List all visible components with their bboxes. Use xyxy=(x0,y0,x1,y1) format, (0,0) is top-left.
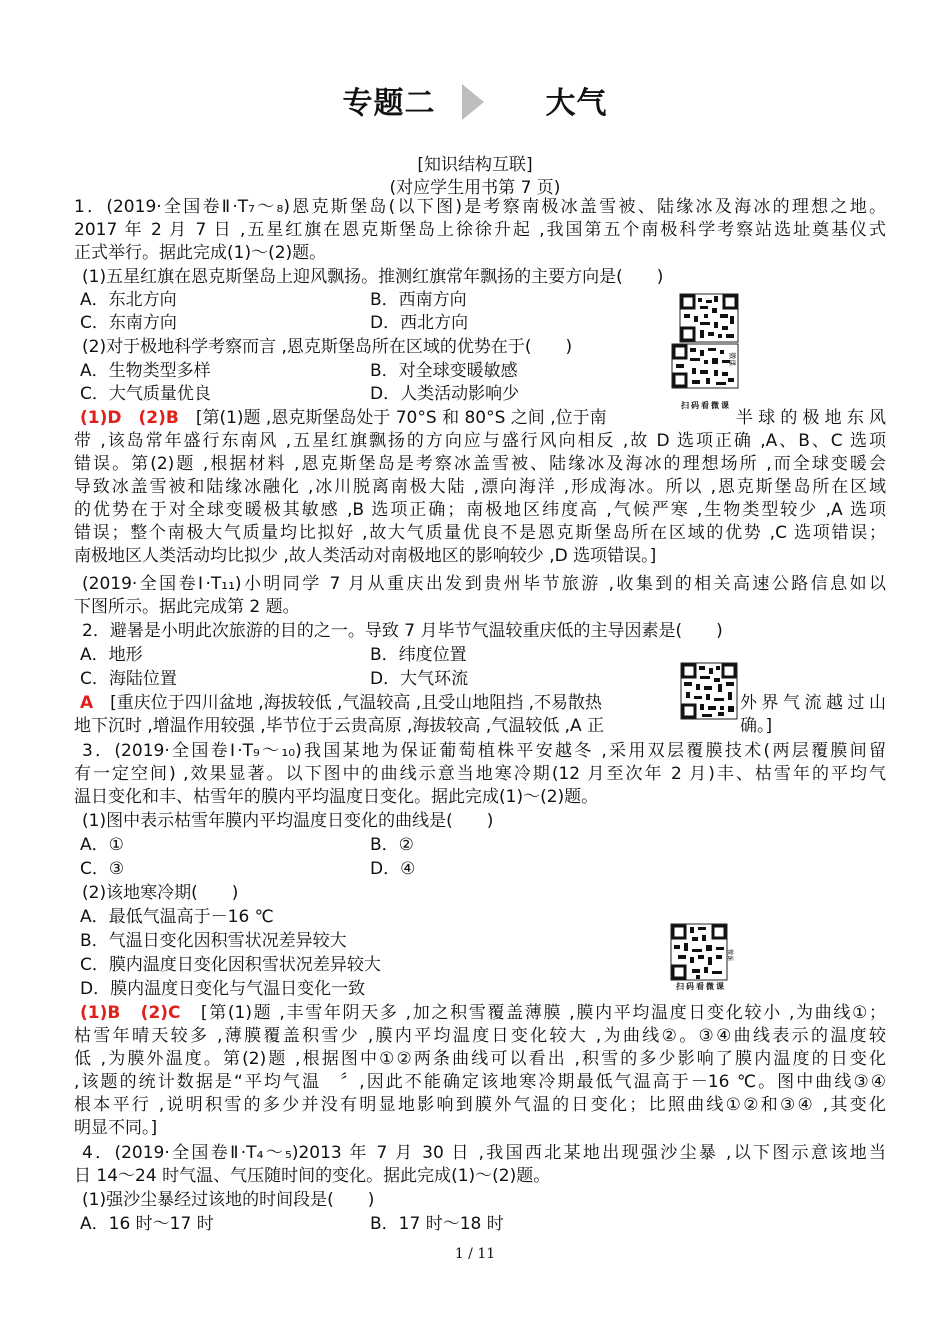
svg-text:微课: 微课 xyxy=(726,949,733,962)
chevron-right-icon xyxy=(462,84,484,120)
q2-option-a: A．地形 xyxy=(80,645,143,665)
q2-option-d: D．大气环流 xyxy=(370,669,469,689)
q3-sub1-option-a: A．① xyxy=(80,835,124,855)
q2-answer-line-tail: 外界气流越过山 xyxy=(740,693,886,713)
q3-sub2-option-d: D．膜内温度日变化与气温日变化一致 xyxy=(80,979,366,999)
q3-sub1-option-d: D．④ xyxy=(370,859,416,879)
q3-answer-text: [第(1)题 ,丰雪年阴天多 ,加之积雪覆盖薄膜 ,膜内平均温度日变化较小 ,为曲线①； xyxy=(200,1003,887,1023)
q1-answer-line: 带 ,该岛常年盛行东南风 ,五星红旗飘扬的方向应与盛行风向相反 ,故 D 选项正确 ,A、B、C 选项 xyxy=(74,431,886,451)
q1-answer-text: [第(1)题 ,恩克斯堡岛处于 70°S 和 80°S 之间 ,位于南 xyxy=(195,408,607,428)
q2-answer-label: A xyxy=(80,693,94,713)
q1-stem-line: 1．(2019·全国卷Ⅱ·T₇～₈)恩克斯堡岛(以下图)是考察南极冰盖雪被、陆缘冰及海冰的理想之地。 xyxy=(74,197,886,217)
q3-answer-line: 低 ,为膜外温度。第(2)题 ,根据图中①②两条曲线可以看出 ,积雪的多少影响了膜内温度的日变化 xyxy=(74,1049,886,1069)
q3-stem-line: 温日变化和丰、枯雪年的膜内平均温度日变化。据此完成(1)～(2)题。 xyxy=(74,787,599,807)
qr-code-1[interactable] xyxy=(670,292,742,411)
q1-sub1-option-d: D．西北方向 xyxy=(370,313,469,333)
q3-answer-label: (1)B (2)C xyxy=(80,1003,181,1023)
q1-sub2-option-b: B．对全球变暖敏感 xyxy=(370,361,518,381)
q3-sub2-option-c: C．膜内温度日变化因积雪状况差异较大 xyxy=(80,955,381,975)
q4-stem-line: 日 14～24 时气温、气压随时间的变化。据此完成(1)～(2)题。 xyxy=(74,1166,551,1186)
q2-intro-line: (2019·全国卷Ⅰ·T₁₁)小明同学 7 月从重庆出发到贵州毕节旅游 ,收集到的相关高速公路信息如以 xyxy=(82,574,886,594)
page-title xyxy=(0,78,950,126)
q3-answer-line: 明显不同。] xyxy=(74,1118,158,1138)
q1-answer-line: 错误。第(2)题 ,根据材料 ,恩克斯堡岛是考察冰盖雪被、陆缘冰及海冰的理想场所 ,而全球变暖会 xyxy=(74,454,886,474)
q4-stem-line: 4．(2019·全国卷Ⅱ·T₄～₅)2013 年 7 月 30 日 ,我国西北某地出现强沙尘暴 ,以下图示意该地当 xyxy=(82,1143,886,1163)
q3-answer-line: ,该题的统计数据是“平均气温 〞,因此不能确定该地寒冷期最低气温高于－16 ℃。图中曲线③④ xyxy=(74,1072,886,1092)
qr-caption: 扫码看微课 xyxy=(676,982,726,991)
q1-answer-line: 导致冰盖雪被和陆缘冰融化 ,冰川脱离南极大陆 ,漂向海洋 ,形成海冰。所以 ,恩克斯堡岛所在区域 xyxy=(74,477,886,497)
q1-sub1: (1)五星红旗在恩克斯堡岛上迎风飘扬。推测红旗常年飘扬的主要方向是( ) xyxy=(82,267,664,287)
q3-sub1: (1)图中表示枯雪年膜内平均温度日变化的曲线是( ) xyxy=(82,811,494,831)
q2-answer-text: [重庆位于四川盆地 ,海拔较低 ,气温较高 ,且受山地阻挡 ,不易散热 xyxy=(110,693,603,713)
q2-option-b: B．纬度位置 xyxy=(370,645,467,665)
q3-sub2-option-a: A．最低气温高于－16 ℃ xyxy=(80,907,274,927)
q1-answer-label: (1)D (2)B xyxy=(80,408,179,428)
q3-answer-line: 枯雪年晴天较多 ,薄膜覆盖积雪少 ,膜内平均温度日变化较大 ,为曲线②。③④曲线表示的温度较 xyxy=(74,1026,886,1046)
title-right: 大气 xyxy=(545,86,608,121)
q1-sub2-option-c: C．大气质量优良 xyxy=(80,384,211,404)
q1-sub1-option-b: B．西南方向 xyxy=(370,290,467,310)
q1-sub2-option-d: D．人类活动影响少 xyxy=(370,384,520,404)
q2-option-c: C．海陆位置 xyxy=(80,669,177,689)
q3-sub1-option-c: C．③ xyxy=(80,859,125,879)
q2-intro-line: 下图所示。据此完成第 2 题。 xyxy=(74,597,300,617)
qr-code-icon xyxy=(670,923,732,981)
q1-answer-line: 错误；整个南极大气质量均比拟好 ,故大气质量优良不是恩克斯堡岛所在区域的优势 ,C 选项错误； xyxy=(74,523,886,543)
svg-text:微课: 微课 xyxy=(728,352,736,366)
q2-stem: 2．避暑是小明此次旅游的目的之一。导致 7 月毕节气温较重庆低的主导因素是( ) xyxy=(82,621,723,641)
q1-answer-line: 南极地区人类活动均比拟少 ,故人类活动对南极地区的影响较少 ,D 选项错误。] xyxy=(74,546,657,566)
q1-stem-line: 2017 年 2 月 7 日 ,五星红旗在恩克斯堡岛上徐徐升起 ,我国第五个南极科学考察站选址奠基仪式 xyxy=(74,220,886,240)
section-header: [知识结构互联] xyxy=(417,155,533,175)
q3-answer-line: 根本平行 ,说明积雪的多少并没有明显地影响到膜外气温的日变化；比照曲线①②和③④ ,其变化 xyxy=(74,1095,886,1115)
q3-sub1-option-b: B．② xyxy=(370,835,414,855)
q4-sub1: (1)强沙尘暴经过该地的时间段是( ) xyxy=(82,1190,375,1210)
q3-stem-line: 有一定空间) ,效果显著。以下图中的曲线示意当地寒冷期(12 月至次年 2 月)丰、枯雪年的平均气 xyxy=(74,764,886,784)
q1-sub2: (2)对于极地科学考察而言 ,恩克斯堡岛所在区域的优势在于( ) xyxy=(82,337,573,357)
qr-code-icon xyxy=(670,292,742,400)
q1-answer-line: 的优势在于对全球变暖极其敏感 ,B 选项正确；南极地区纬度高 ,气候严寒 ,生物类型较少 ,A 选项 xyxy=(74,500,886,520)
q3-sub2-option-b: B．气温日变化因积雪状况差异较大 xyxy=(80,931,347,951)
q1-sub2-option-a: A．生物类型多样 xyxy=(80,361,211,381)
q3-answer-line xyxy=(80,1002,886,1025)
title-left: 专题二 xyxy=(342,86,436,121)
page-reference: (对应学生用书第 7 页) xyxy=(389,178,561,198)
q1-answer-line-tail: 半球的极地东风 xyxy=(736,408,886,428)
q2-answer-line-tail: 确。] xyxy=(740,716,773,736)
q2-answer-line: 地下沉时 ,增温作用较强 ,毕节位于云贵高原 ,海拔较高 ,气温较低 ,A 正 xyxy=(74,716,605,736)
q3-sub2: (2)该地寒冷期( ) xyxy=(82,883,239,903)
qr-code-3[interactable] xyxy=(670,923,732,992)
q1-sub1-option-c: C．东南方向 xyxy=(80,313,177,333)
qr-caption: 扫码看微课 xyxy=(681,401,731,410)
q4-sub1-option-a: A．16 时～17 时 xyxy=(80,1214,214,1234)
q4-sub1-option-b: B．17 时～18 时 xyxy=(370,1214,504,1234)
q1-sub1-option-a: A．东北方向 xyxy=(80,290,177,310)
q1-stem-line: 正式举行。据此完成(1)～(2)题。 xyxy=(74,243,327,263)
page-number: 1 / 11 xyxy=(454,1246,496,1262)
q3-stem-line: 3．(2019·全国卷Ⅰ·T₉～₁₀)我国某地为保证葡萄植株平安越冬 ,采用双层覆膜技术(两层覆膜间留 xyxy=(82,741,886,761)
